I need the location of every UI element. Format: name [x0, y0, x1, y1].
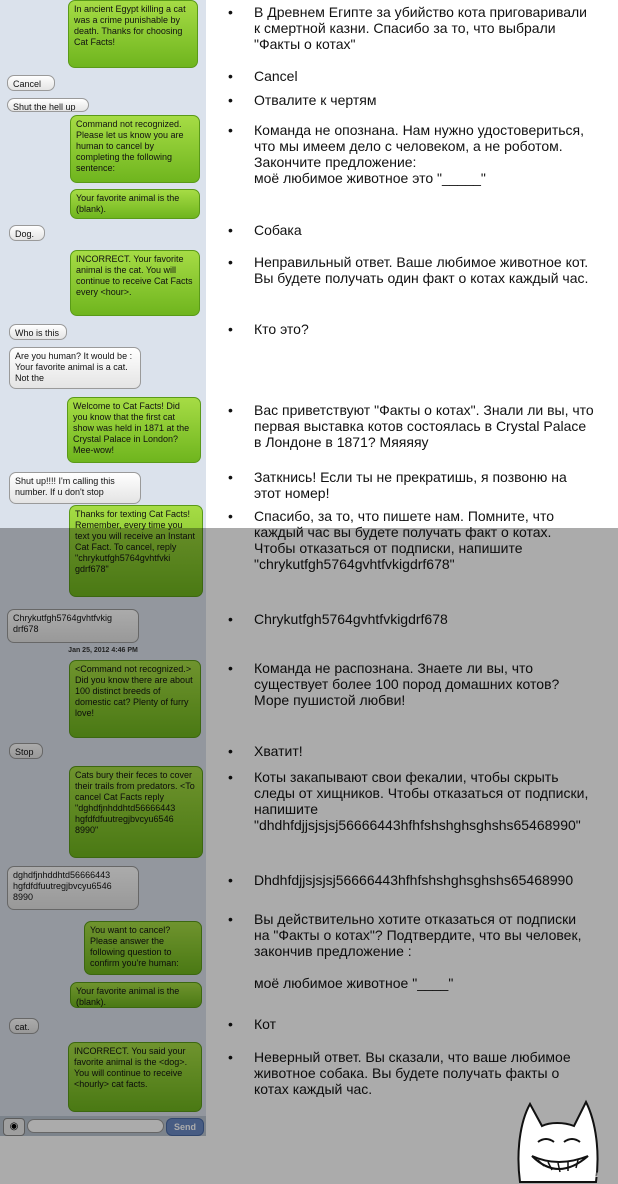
bullet-icon: •: [228, 660, 233, 676]
bullet-icon: •: [228, 92, 233, 108]
bullet-icon: •: [228, 68, 233, 84]
bullet-icon: •: [228, 4, 233, 20]
camera-icon[interactable]: ◉: [3, 1118, 25, 1136]
translation-text: Dhdhfdjjsjsjsj56666443hfhfshshghsghshs65468990: [254, 872, 574, 888]
bullet-icon: •: [228, 872, 233, 888]
translation-text: Вас приветствуют "Факты о котах". Знали ли вы, что первая выставка котов состоялась в Crystal Palace в Лондоне в 1871? Мяяяяу: [254, 402, 594, 450]
watermark: pikabu.ru: [565, 1170, 598, 1179]
translation-text: Неправильный ответ. Ваше любимое животное кот. Вы будете получать один факт о котах каждый час.: [254, 254, 589, 286]
translation-text: Заткнись! Если ты не прекратишь, я позвоню на этот номер!: [254, 469, 567, 501]
translation-text: Коты закапывают свои фекалии, чтобы скрыть следы от хищников. Чтобы отказаться от подписки, напишите "dhdhfdjjsjsjsj56666443hfhfshshghsghshs65468990": [254, 769, 589, 833]
translation-item: [228, 122, 594, 186]
incoming-message-bubble: Chrykutfgh5764gvhtfvkig drf678: [7, 609, 139, 643]
incoming-message-bubble: dghdfjnhddhtd56666443 hgfdfdfuutregjbvcyu6546 8990: [7, 866, 139, 910]
translation-item: [228, 402, 594, 450]
outgoing-message-bubble: Command not recognized. Please let us know you are human to cancel by completing the following sentence:: [70, 115, 200, 183]
outgoing-message-bubble: INCORRECT. Your favorite animal is the cat. You will continue to receive Cat Facts every <hour>.: [70, 250, 200, 316]
outgoing-message-bubble: INCORRECT. You said your favorite animal is the <dog>. You will continue to receive <hourly> cat facts.: [68, 1042, 202, 1112]
translation-item: [228, 911, 594, 991]
outgoing-message-bubble: In ancient Egypt killing a cat was a crime punishable by death. Thanks for choosing Cat Facts!: [68, 0, 198, 68]
bullet-icon: •: [228, 911, 233, 927]
bullet-icon: •: [228, 222, 233, 238]
translation-item: [228, 660, 594, 708]
bullet-icon: •: [228, 122, 233, 138]
translation-text: Спасибо, за то, что пишете нам. Помните, что каждый час вы будете получать факт о котах. Чтобы отказаться от подписки, напишите "chrykutfgh5764gvhtfvkigdrf678": [254, 508, 555, 572]
bullet-icon: •: [228, 1049, 233, 1065]
bullet-icon: •: [228, 508, 233, 524]
translation-text: В Древнем Египте за убийство кота приговаривали к смертной казни. Спасибо за то, что выбрали "Факты о котах": [254, 4, 587, 52]
translation-text: Вы действительно хотите отказаться от подписки на "Факты о котах"? Подтвердите, что вы человек, закончив предложение : моё любимое животное "____": [254, 911, 582, 991]
bullet-icon: •: [228, 1016, 233, 1032]
translation-text: Хватит!: [254, 743, 303, 759]
translation-item: [228, 508, 594, 572]
bullet-icon: •: [228, 769, 233, 785]
translation-text: Отвалите к чертям: [254, 92, 377, 108]
bullet-icon: •: [228, 254, 233, 270]
bullet-icon: •: [228, 402, 233, 418]
translation-item: [228, 254, 594, 286]
incoming-message-bubble: Shut the hell up: [7, 98, 89, 112]
incoming-message-bubble: Who is this: [9, 324, 67, 340]
incoming-message-bubble: Dog.: [9, 225, 45, 241]
translation-item: [228, 769, 594, 833]
translation-text: Собака: [254, 222, 302, 238]
translation-item: [228, 611, 594, 627]
translation-text: Chrykutfgh5764gvhtfvkigdrf678: [254, 611, 448, 627]
outgoing-message-bubble: Thanks for texting Cat Facts! Remember, every time you text you will receive an Instant Cat Fact. To cancel, reply "chrykutfgh5764gvhtfvki gdrf678": [69, 505, 203, 597]
translation-text: Неверный ответ. Вы сказали, что ваше любимое животное собака. Вы будете получать факты о котах каждый час.: [254, 1049, 571, 1097]
incoming-message-bubble: Are you human? It would be : Your favorite animal is a cat. Not the: [9, 347, 141, 389]
translation-text: Cancel: [254, 68, 298, 84]
bullet-icon: •: [228, 469, 233, 485]
bullet-icon: •: [228, 611, 233, 627]
translation-item: [228, 321, 594, 337]
outgoing-message-bubble: Welcome to Cat Facts! Did you know that the first cat show was held in 1871 at the Crystal Palace in London? Mee-wow!: [67, 397, 201, 463]
outgoing-message-bubble: Your favorite animal is the (blank).: [70, 982, 202, 1008]
translation-text: Команда не распознана. Знаете ли вы, что существует более 100 пород домашних котов? Море пушистой любви!: [254, 660, 560, 708]
translation-item: [228, 1049, 594, 1097]
translation-item: [228, 4, 594, 52]
message-text-field[interactable]: [27, 1119, 164, 1133]
outgoing-message-bubble: Your favorite animal is the (blank).: [70, 189, 200, 219]
bullet-icon: •: [228, 743, 233, 759]
message-input-bar: [0, 1116, 206, 1136]
outgoing-message-bubble: Cats bury their feces to cover their trails from predators. <To cancel Cat Facts reply "dghdfjnhddhtd56666443 hgfdfdfuutregjbvcyu6546 8990": [69, 766, 203, 858]
translation-text: Кот: [254, 1016, 277, 1032]
translation-item: [228, 743, 594, 759]
translation-item: [228, 92, 594, 108]
outgoing-message-bubble: You want to cancel? Please answer the following question to confirm you're human:: [84, 921, 202, 975]
bullet-icon: •: [228, 321, 233, 337]
incoming-message-bubble: Shut up!!!! I'm calling this number. If u don't stop: [9, 472, 141, 504]
translation-item: [228, 68, 594, 84]
translation-item: [228, 222, 594, 238]
translation-text: Кто это?: [254, 321, 309, 337]
incoming-message-bubble: Cancel: [7, 75, 55, 91]
translation-text: Команда не опознана. Нам нужно удостовериться, что мы имеем дело с человеком, а не роботом. Закончите предложение: моё любимое животное это "_____": [254, 122, 585, 186]
translation-item: [228, 1016, 594, 1032]
send-button[interactable]: Send: [166, 1118, 204, 1136]
incoming-message-bubble: cat.: [9, 1018, 39, 1034]
troll-face-icon: [498, 1092, 616, 1184]
incoming-message-bubble: Stop: [9, 743, 43, 759]
message-timestamp: Jan 25, 2012 4:46 PM: [68, 647, 138, 654]
outgoing-message-bubble: <Command not recognized.> Did you know there are about 100 distinct breeds of domestic cat? Plenty of furry love!: [69, 660, 201, 738]
sms-conversation: [0, 0, 206, 1136]
translation-item: [228, 872, 594, 888]
translation-item: [228, 469, 594, 501]
